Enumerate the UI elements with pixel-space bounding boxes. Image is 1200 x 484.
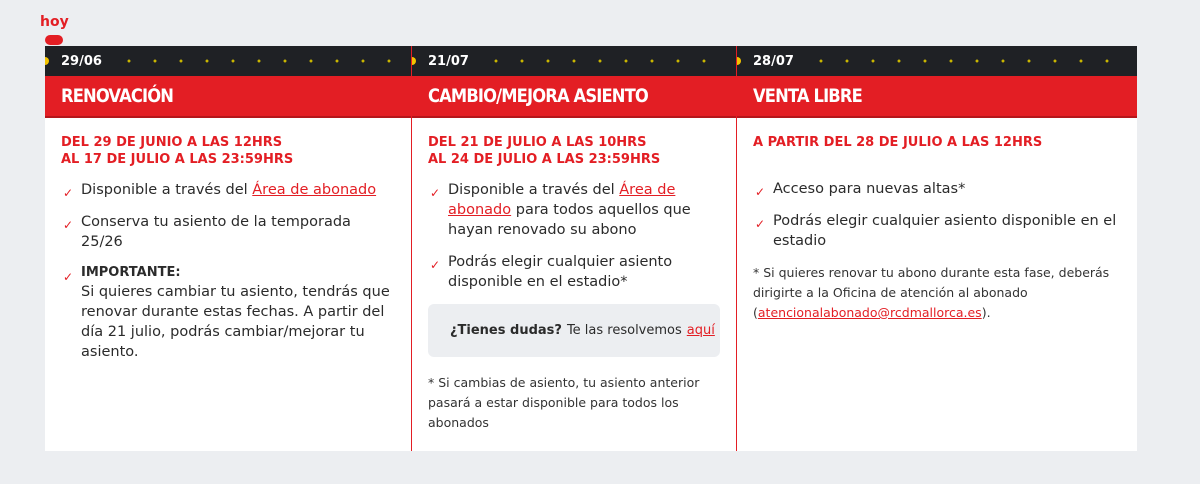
phase-date-bar	[412, 46, 736, 76]
period-line: A PARTIR DEL 28 DE JULIO A LAS 12HRS	[753, 135, 1043, 150]
period-line: AL 17 DE JULIO A LAS 23:59HRS	[61, 152, 294, 167]
checkmark-icon: ✓	[755, 217, 766, 231]
phase-date: 29/06	[61, 53, 102, 69]
today-marker	[45, 35, 63, 45]
phase-period	[428, 134, 720, 168]
doubts-title: ¿Tienes dudas?	[450, 323, 562, 338]
phase-period	[61, 134, 395, 168]
email-link[interactable]: atencionalabonado@rcdmallorca.es	[757, 305, 982, 320]
phase-date-bar	[737, 46, 1137, 76]
timeline-dots	[116, 59, 401, 63]
checkmark-icon: ✓	[430, 186, 441, 200]
phase-title-bar	[737, 76, 1137, 118]
doubts-box	[428, 304, 720, 357]
phase-venta-libre	[736, 46, 1137, 451]
important-text: Si quieres cambiar tu asiento, tendrás que renovar durante estas fechas. A partir del día 21 julio, podrás cambiar/mejorar tu asiento.	[81, 284, 390, 360]
phase-title: VENTA LIBRE	[753, 85, 862, 107]
checkmark-icon: ✓	[63, 218, 74, 232]
phase-date: 21/07	[428, 53, 469, 69]
checkmark-icon: ✓	[63, 186, 74, 200]
list-item: ✓ Acceso para nuevas altas*	[753, 179, 1121, 199]
period-line: DEL 29 DE JUNIO A LAS 12HRS	[61, 135, 283, 150]
checkmark-icon: ✓	[63, 270, 74, 284]
phase-date-bar	[45, 46, 411, 76]
list-item: ✓ Disponible a través del Área de abonado	[61, 180, 395, 200]
list-item: ✓ Disponible a través del Área de abonado para todos aquellos que hayan renovado su abono	[430, 182, 691, 238]
timeline-marker-icon	[45, 57, 49, 65]
season-ticket-timeline	[45, 46, 1137, 451]
timeline-dots	[483, 59, 726, 63]
important-label: IMPORTANTE:	[81, 265, 181, 280]
timeline-dots	[808, 59, 1127, 63]
list-item-important	[61, 264, 395, 362]
phase-title-bar	[45, 76, 411, 118]
phase-title-bar	[412, 76, 736, 118]
list-item: ✓ Podrás elegir cualquier asiento disponible en el estadio	[755, 213, 1117, 249]
phase-renovacion	[45, 46, 411, 451]
footnote: * Si cambias de asiento, tu asiento anterior pasará a estar disponible para todos los abonados	[428, 375, 700, 430]
phase-date: 28/07	[753, 53, 794, 69]
phase-period	[753, 134, 1121, 151]
timeline-marker-icon	[737, 57, 741, 65]
doubts-link[interactable]: aquí	[686, 323, 715, 338]
today-label: hoy	[40, 14, 69, 30]
area-abonado-link[interactable]: Área de abonado	[252, 182, 377, 198]
checkmark-icon: ✓	[755, 185, 766, 199]
phase-cambio-mejora	[411, 46, 736, 451]
checkmark-icon: ✓	[430, 258, 441, 272]
timeline-marker-icon	[412, 57, 416, 65]
phase-title: RENOVACIÓN	[61, 85, 174, 107]
list-item: ✓ Conserva tu asiento de la temporada 25/26	[63, 214, 351, 250]
list-item: ✓ Podrás elegir cualquier asiento disponible en el estadio*	[430, 254, 673, 290]
period-line: DEL 21 DE JULIO A LAS 10HRS	[428, 135, 647, 150]
phase-title: CAMBIO/MEJORA ASIENTO	[428, 85, 648, 107]
doubts-text: Te las resolvemos	[566, 323, 682, 338]
area-abonado-link[interactable]: Área de abonado	[448, 182, 676, 218]
footnote: * Si quieres renovar tu abono durante esta fase, deberás dirigirte a la Oficina de atención al abonado (atencionalabonado@rcdmallorca.es).	[753, 265, 1110, 320]
period-line: AL 24 DE JULIO A LAS 23:59HRS	[428, 152, 661, 167]
